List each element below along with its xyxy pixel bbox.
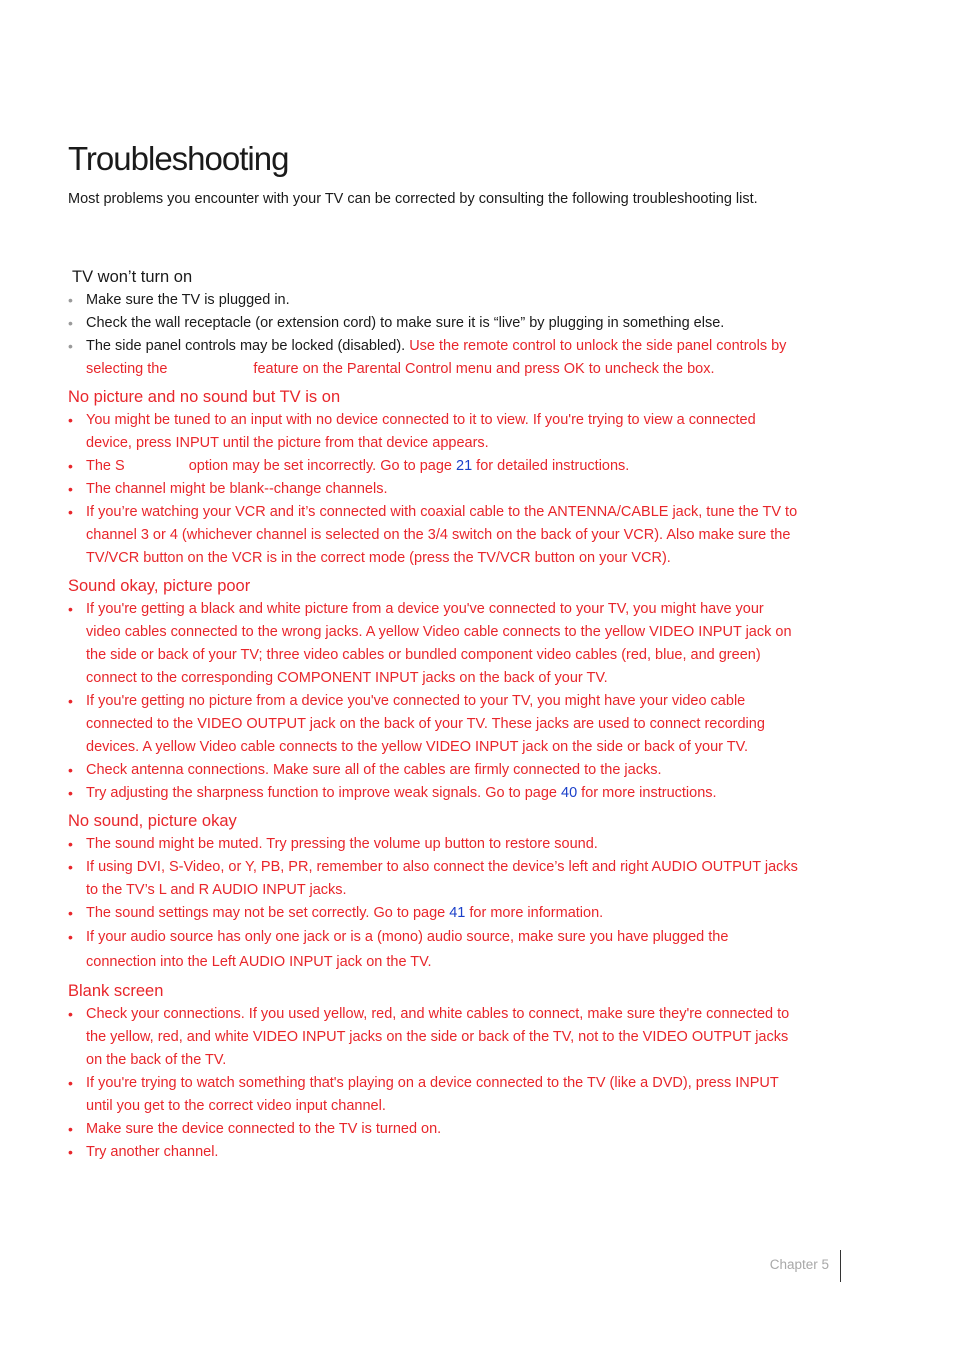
section-heading: Sound okay, picture poor — [68, 577, 251, 595]
list-item — [68, 902, 798, 925]
list-item: • Make sure the device connected to the TV is turned on. — [68, 1118, 798, 1141]
item-text: for more information. — [465, 905, 604, 921]
footer-divider — [840, 1250, 841, 1282]
page-link-40[interactable]: 40 — [561, 785, 578, 801]
list-item: • You might be tuned to an input with no device connected to it to view. If you're trying to view a connected device, press INPUT until the picture from that device appears. — [68, 409, 798, 455]
list-item: • If you're getting a black and white picture from a device you've connected to your TV, you might have your video cables connected to the wrong jacks. A yellow Video cable connects to the yellow VIDEO INPUT jack on the side or back of your TV; three video cables or bundled component video cables (red, blue, and green) connect to the corresponding COMPONENT INPUT jacks on the back of your TV. — [68, 598, 798, 690]
item-text: The sound settings may not be set correctly. Go to page — [86, 905, 450, 921]
list-item: • Check the wall receptacle (or extension cord) to make sure it is “live” by plugging in something else. — [68, 312, 798, 335]
list-item: • If you're trying to watch something that's playing on a device connected to the TV (like a DVD), press INPUT until you get to the correct video input channel. — [68, 1072, 798, 1118]
list-item — [68, 335, 798, 381]
item-text-red: feature on the Parental Control menu and press OK to uncheck the box. — [253, 361, 715, 377]
item-text: Try adjusting the sharpness function to improve weak signals. Go to page — [86, 785, 561, 801]
section-tv-wont-turn-on — [68, 265, 798, 381]
chapter-label: Chapter 5 — [769, 1257, 829, 1272]
list-item: • The channel might be blank--change channels. — [68, 478, 798, 501]
section-heading: No sound, picture okay — [68, 812, 237, 830]
item-text: for detailed instructions. — [472, 458, 630, 474]
item-text: option may be set incorrectly. Go to page — [188, 458, 457, 474]
list-item: • If using DVI, S-Video, or Y, PB, PR, remember to also connect the device’s left and right AUDIO OUTPUT jacks to the TV’s L and R AUDIO INPUT jacks. — [68, 856, 798, 902]
list-item: • Check antenna connections. Make sure all of the cables are firmly connected to the jacks. — [68, 759, 798, 782]
section-heading: TV won’t turn on — [72, 268, 193, 286]
list-item: • If your audio source has only one jack or is a (mono) audio source, make sure you have plugged the connection into the Left AUDIO INPUT jack on the TV. — [68, 925, 798, 975]
section-no-sound-picture-okay — [68, 809, 798, 975]
list-item: • Make sure the TV is plugged in. — [68, 289, 798, 312]
list-item: • Check your connections. If you used yellow, red, and white cables to connect, make sure they're connected to the yellow, red, and white VIDEO INPUT jacks on the side or back of the TV, not to the VIDEO OUTPUT jacks on the back of the TV. — [68, 1003, 798, 1072]
list-item: • If you’re watching your VCR and it’s connected with coaxial cable to the ANTENNA/CABLE jack, tune the TV to channel 3 or 4 (whichever channel is selected on the 3/4 switch on the back of your VCR). Also make sure the TV/VCR button on the VCR is in the correct mode (press the TV/VCR button on your VCR). — [68, 501, 798, 570]
section-no-picture-no-sound — [68, 385, 798, 570]
section-heading: Blank screen — [68, 982, 164, 1000]
item-text: The side panel controls may be locked (disabled). — [86, 338, 410, 354]
list-item: • Try another channel. — [68, 1141, 798, 1164]
list-item — [68, 455, 798, 478]
section-blank-screen — [68, 979, 798, 1164]
list-item: • The sound might be muted. Try pressing the volume up button to restore sound. — [68, 833, 798, 856]
item-text: for more instructions. — [577, 785, 717, 801]
list-item: • If you're getting no picture from a device you've connected to your TV, you might have your video cable connected to the VIDEO OUTPUT jack on the back of your TV. These jacks are used to connect recording devices. A yellow Video cable connects to the yellow VIDEO INPUT jack on the side or back of your TV. — [68, 690, 798, 759]
intro-text: Most problems you encounter with your TV can be corrected by consulting the following troubleshooting list. — [68, 191, 758, 207]
page-title: Troubleshooting — [68, 140, 289, 177]
section-sound-okay-picture-poor — [68, 574, 798, 805]
item-text: The S — [86, 458, 125, 474]
list-item — [68, 782, 798, 805]
page-link-21[interactable]: 21 — [456, 458, 473, 474]
troubleshooting-list — [68, 265, 798, 1168]
page-link-41[interactable]: 41 — [449, 905, 466, 921]
section-heading: No picture and no sound but TV is on — [68, 388, 341, 406]
item-text-red: Use the remote control to unlock the side panel controls by selecting the — [86, 338, 787, 377]
